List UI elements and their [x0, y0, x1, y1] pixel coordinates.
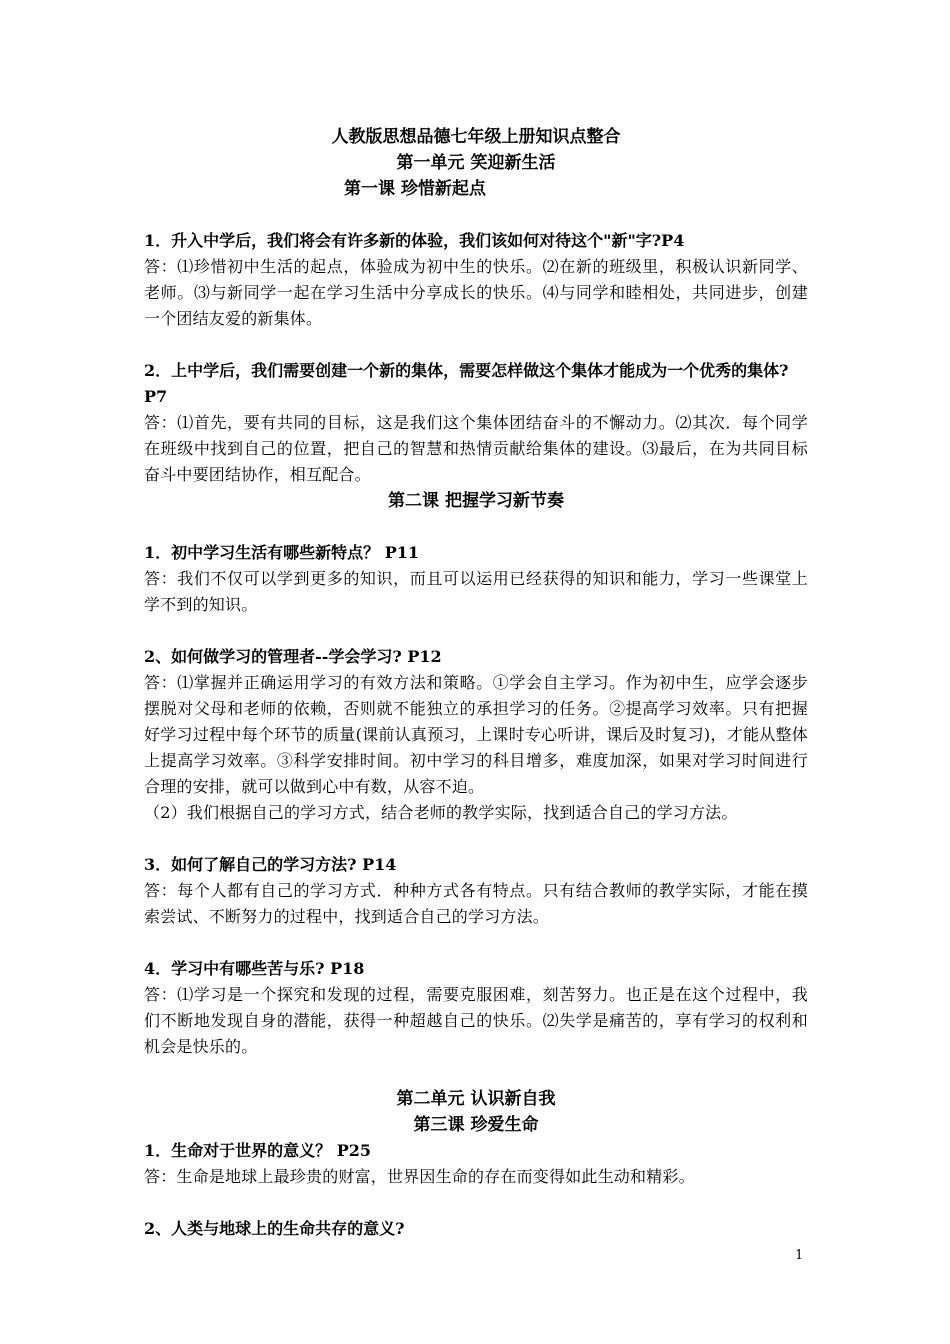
- question-heading: 3．如何了解自己的学习方法? P14: [144, 855, 397, 874]
- lesson-1-title: 第一课 珍惜新起点: [344, 179, 486, 199]
- answer-text: 答：⑴学习是一个探究和发现的过程，需要克服困难，刻苦努力。也正是在这个过程中，我们不断地发现自身的潜能，获得一种超越自己的快乐。⑵失学是痛苦的，享有学习的权利和机会是快乐的。: [144, 985, 808, 1056]
- question-heading: 2、如何做学习的管理者--学会学习? P12: [144, 647, 442, 666]
- spacer: [144, 202, 808, 228]
- unit-2-title: 第二单元 认识新自我: [396, 1089, 556, 1109]
- question-heading: 2、人类与地球上的生命共存的意义?: [144, 1219, 405, 1238]
- answer-text: 答：⑴首先，要有共同的目标，这是我们这个集体团结奋斗的不懈动力。⑵其次．每个同学在班级中找到自己的位置，把自己的智慧和热情贡献给集体的建设。⑶最后，在为共同目标奋斗中要团结协作，相互配合。: [144, 413, 808, 484]
- spacer: [144, 826, 808, 852]
- spacer: [144, 618, 808, 644]
- spacer: [144, 514, 808, 540]
- answer-text: 答：每个人都有自己的学习方式．种种方式各有特点。只有结合教师的教学实际，才能在摸索尝试、不断努力的过程中，找到适合自己的学习方法。: [144, 881, 808, 926]
- lesson-3-title: 第三课 珍爱生命: [413, 1115, 539, 1135]
- spacer: [144, 1060, 808, 1086]
- document-title: 人教版思想品德七年级上册知识点整合: [331, 127, 621, 147]
- spacer: [144, 930, 808, 956]
- answer-text: 答：⑴掌握并正确运用学习的有效方法和策略。①学会自主学习。作为初中生，应学会逐步摆脱对父母和老师的依赖，否则就不能独立的承担学习的任务。②提高学习效率。只有把握好学习过程中每个环节的质量(课前认真预习，上课时专心听讲，课后及时复习)，才能从整体上提高学习效率。③科学安排时间。初中学习的科目增多，难度加深，如果对学习时间进行合理的安排，就可以做到心中有数，从容不迫。: [144, 673, 808, 796]
- answer-text: 答：⑴珍惜初中生活的起点，体验成为初中生的快乐。⑵在新的班级里，积极认识新同学、老师。⑶与新同学一起在学习生活中分享成长的快乐。⑷与同学和睦相处，共同进步，创建一个团结友爱的新集体。: [144, 257, 808, 328]
- answer-text: 答：生命是地球上最珍贵的财富，世界因生命的存在而变得如此生动和精彩。: [144, 1167, 695, 1186]
- question-heading: 4．学习中有哪些苦与乐? P18: [144, 959, 365, 978]
- spacer: [144, 1190, 808, 1216]
- answer-text: 答：我们不仅可以学到更多的知识，而且可以运用已经获得的知识和能力，学习一些课堂上学不到的知识。: [144, 569, 808, 614]
- question-heading: 1．升入中学后，我们将会有许多新的体验，我们该如何对待这个"新"字?P4: [144, 231, 685, 250]
- unit-1-title: 第一单元 笑迎新生活: [396, 153, 556, 173]
- spacer: [144, 332, 808, 358]
- answer-text: （2）我们根据自己的学习方式，结合老师的教学实际，找到适合自己的学习方法。: [144, 803, 738, 822]
- lesson-2-title: 第二课 把握学习新节奏: [388, 491, 564, 511]
- document-content: [144, 124, 808, 1242]
- question-heading: 2．上中学后，我们需要创建一个新的集体，需要怎样做这个集体才能成为一个优秀的集体? P7: [144, 361, 789, 406]
- question-heading: 1．初中学习生活有哪些新特点？ P11: [144, 543, 420, 562]
- page-number: 1: [795, 1248, 804, 1263]
- question-heading: 1．生命对于世界的意义？ P25: [144, 1141, 372, 1160]
